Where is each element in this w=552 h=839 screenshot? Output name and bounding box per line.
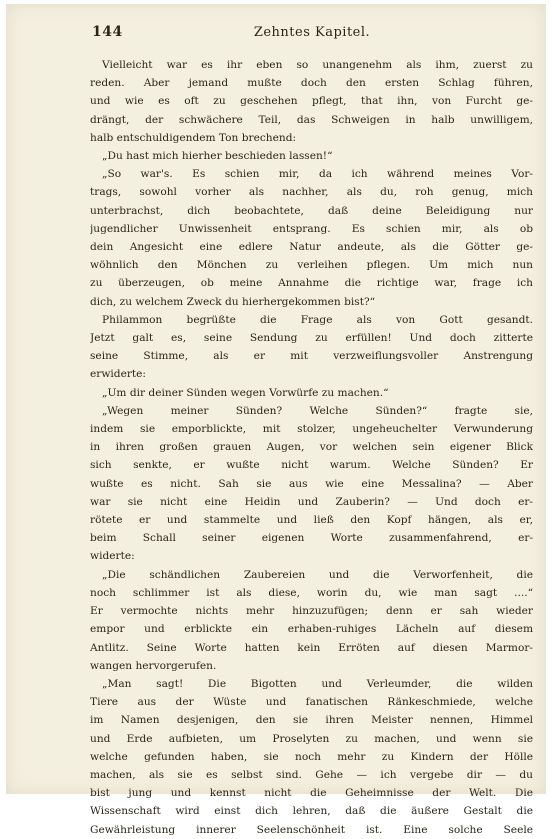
text-line: im Namen desjenigen, den sie ihren Meister nennen, Himmel bbox=[90, 714, 533, 727]
running-head: Zehntes Kapitel. bbox=[253, 25, 371, 40]
page-number: 144 bbox=[92, 24, 123, 40]
text-line: „Die schändlichen Zaubereien und die Verworfenheit, die bbox=[102, 568, 533, 581]
text-line: „Um dir deiner Sünden wegen Vorwürfe zu machen.“ bbox=[102, 386, 389, 399]
text-line: und wie es oft zu geschehen pflegt, that ihn, von Furcht ge- bbox=[90, 95, 533, 108]
text-line: in ihren großen grauen Augen, vor welchen sein eigener Blick bbox=[90, 441, 533, 454]
text-line: wangen hervorgerufen. bbox=[90, 659, 217, 672]
text-line: „Man sagt! Die Bigotten und Verleumder, die wilden bbox=[102, 677, 533, 690]
text-line: beim Schall seiner eigenen Worte zusammenfahrend, er- bbox=[90, 532, 533, 545]
text-line: „Wegen meiner Sünden? Welche Sünden?“ fragte sie, bbox=[102, 404, 533, 417]
text-line: Tiere aus der Wüste und fanatischen Ränkeschmiede, welche bbox=[90, 696, 533, 709]
text-line: und Erde aufbieten, um Proselyten zu machen, und wenn sie bbox=[90, 732, 533, 745]
text-line: dich, zu welchem Zweck du hierhergekommen bist?“ bbox=[90, 295, 376, 308]
text-line: wöhnlich den Mönchen zu verleihen pflegen. Um mich nun bbox=[90, 259, 533, 272]
text-line: indem sie emporblickte, mit stolzer, ungeheuchelter Verwunderung bbox=[90, 423, 533, 436]
text-line: sich senkte, er wußte nicht warum. Welche Sünden? Er bbox=[90, 459, 533, 472]
text-line: jugendlicher Unwissenheit entsprang. Es schien mir, als ob bbox=[90, 222, 533, 235]
text-line: Er vermochte nichts mehr hinzuzufügen; denn er sah wieder bbox=[90, 605, 533, 618]
text-line: Wissenschaft wird einst dich lehren, daß die äußere Gestalt die bbox=[90, 805, 533, 818]
text-line: Gewährleistung innerer Seelenschönheit ist. Eine solche Seele bbox=[90, 823, 533, 836]
text-line: war sie nicht eine Heidin und Zauberin? — Und doch er- bbox=[90, 495, 533, 508]
text-line: empor und erblickte ein erhaben-ruhiges Lächeln auf diesem bbox=[90, 623, 533, 636]
text-line: Antlitz. Seine Worte hatten kein Erröten auf diesen Marmor- bbox=[90, 641, 533, 654]
text-line: halb entschuldigendem Ton brechend: bbox=[90, 131, 297, 144]
text-line: welche gefunden haben, sie noch mehr zu Kindern der Hölle bbox=[90, 750, 533, 763]
book-page bbox=[6, 4, 546, 836]
text-line: reden. Aber jemand mußte doch den ersten Schlag führen, bbox=[90, 77, 533, 90]
text-line: machen, als sie es selbst sind. Gehe — ich vergebe dir — du bbox=[90, 768, 533, 781]
text-line: rötete er und stammelte und ließ den Kopf hängen, als er, bbox=[90, 514, 533, 527]
page-header bbox=[92, 24, 532, 44]
text-line: noch schlimmer ist als diese, worin du, wie man sagt ....“ bbox=[90, 586, 533, 599]
text-line: „So war's. Es schien mir, da ich während meines Vor- bbox=[102, 168, 533, 181]
text-line: erwiderte: bbox=[90, 368, 146, 381]
text-line: Jetzt galt es, seine Sendung zu erfüllen! Und doch zitterte bbox=[90, 332, 533, 345]
text-line: Philammon begrüßte die Frage als von Gott gesandt. bbox=[102, 313, 533, 326]
text-line: drängt, der schwächere Teil, das Schweigen in halb unwilligem, bbox=[90, 113, 533, 126]
text-line: trags, sowohl vorher als nachher, als du, roh genug, mich bbox=[90, 186, 533, 199]
text-line: seine Stimme, als er mit verzweiflungsvoller Anstrengung bbox=[90, 350, 533, 363]
body-text bbox=[90, 56, 533, 839]
text-line: bist jung und kennst nicht die Geheimnisse der Welt. Die bbox=[90, 787, 533, 800]
text-line: Vielleicht war es ihr eben so unangenehm als ihm, zuerst zu bbox=[102, 59, 533, 71]
text-line: wußte es nicht. Sah sie aus wie eine Messalina? — Aber bbox=[90, 477, 533, 490]
text-line: „Du hast mich hierher beschieden lassen!“ bbox=[102, 150, 333, 163]
text-line: zu überzeugen, ob meine Annahme die richtige war, frage ich bbox=[90, 277, 533, 290]
text-line: unterbrachst, dich beobachtete, daß deine Beleidigung nur bbox=[90, 204, 533, 217]
text-line: widerte: bbox=[90, 550, 135, 563]
text-line: dein Angesicht eine edlere Natur andeute, als die Götter ge- bbox=[90, 241, 533, 254]
